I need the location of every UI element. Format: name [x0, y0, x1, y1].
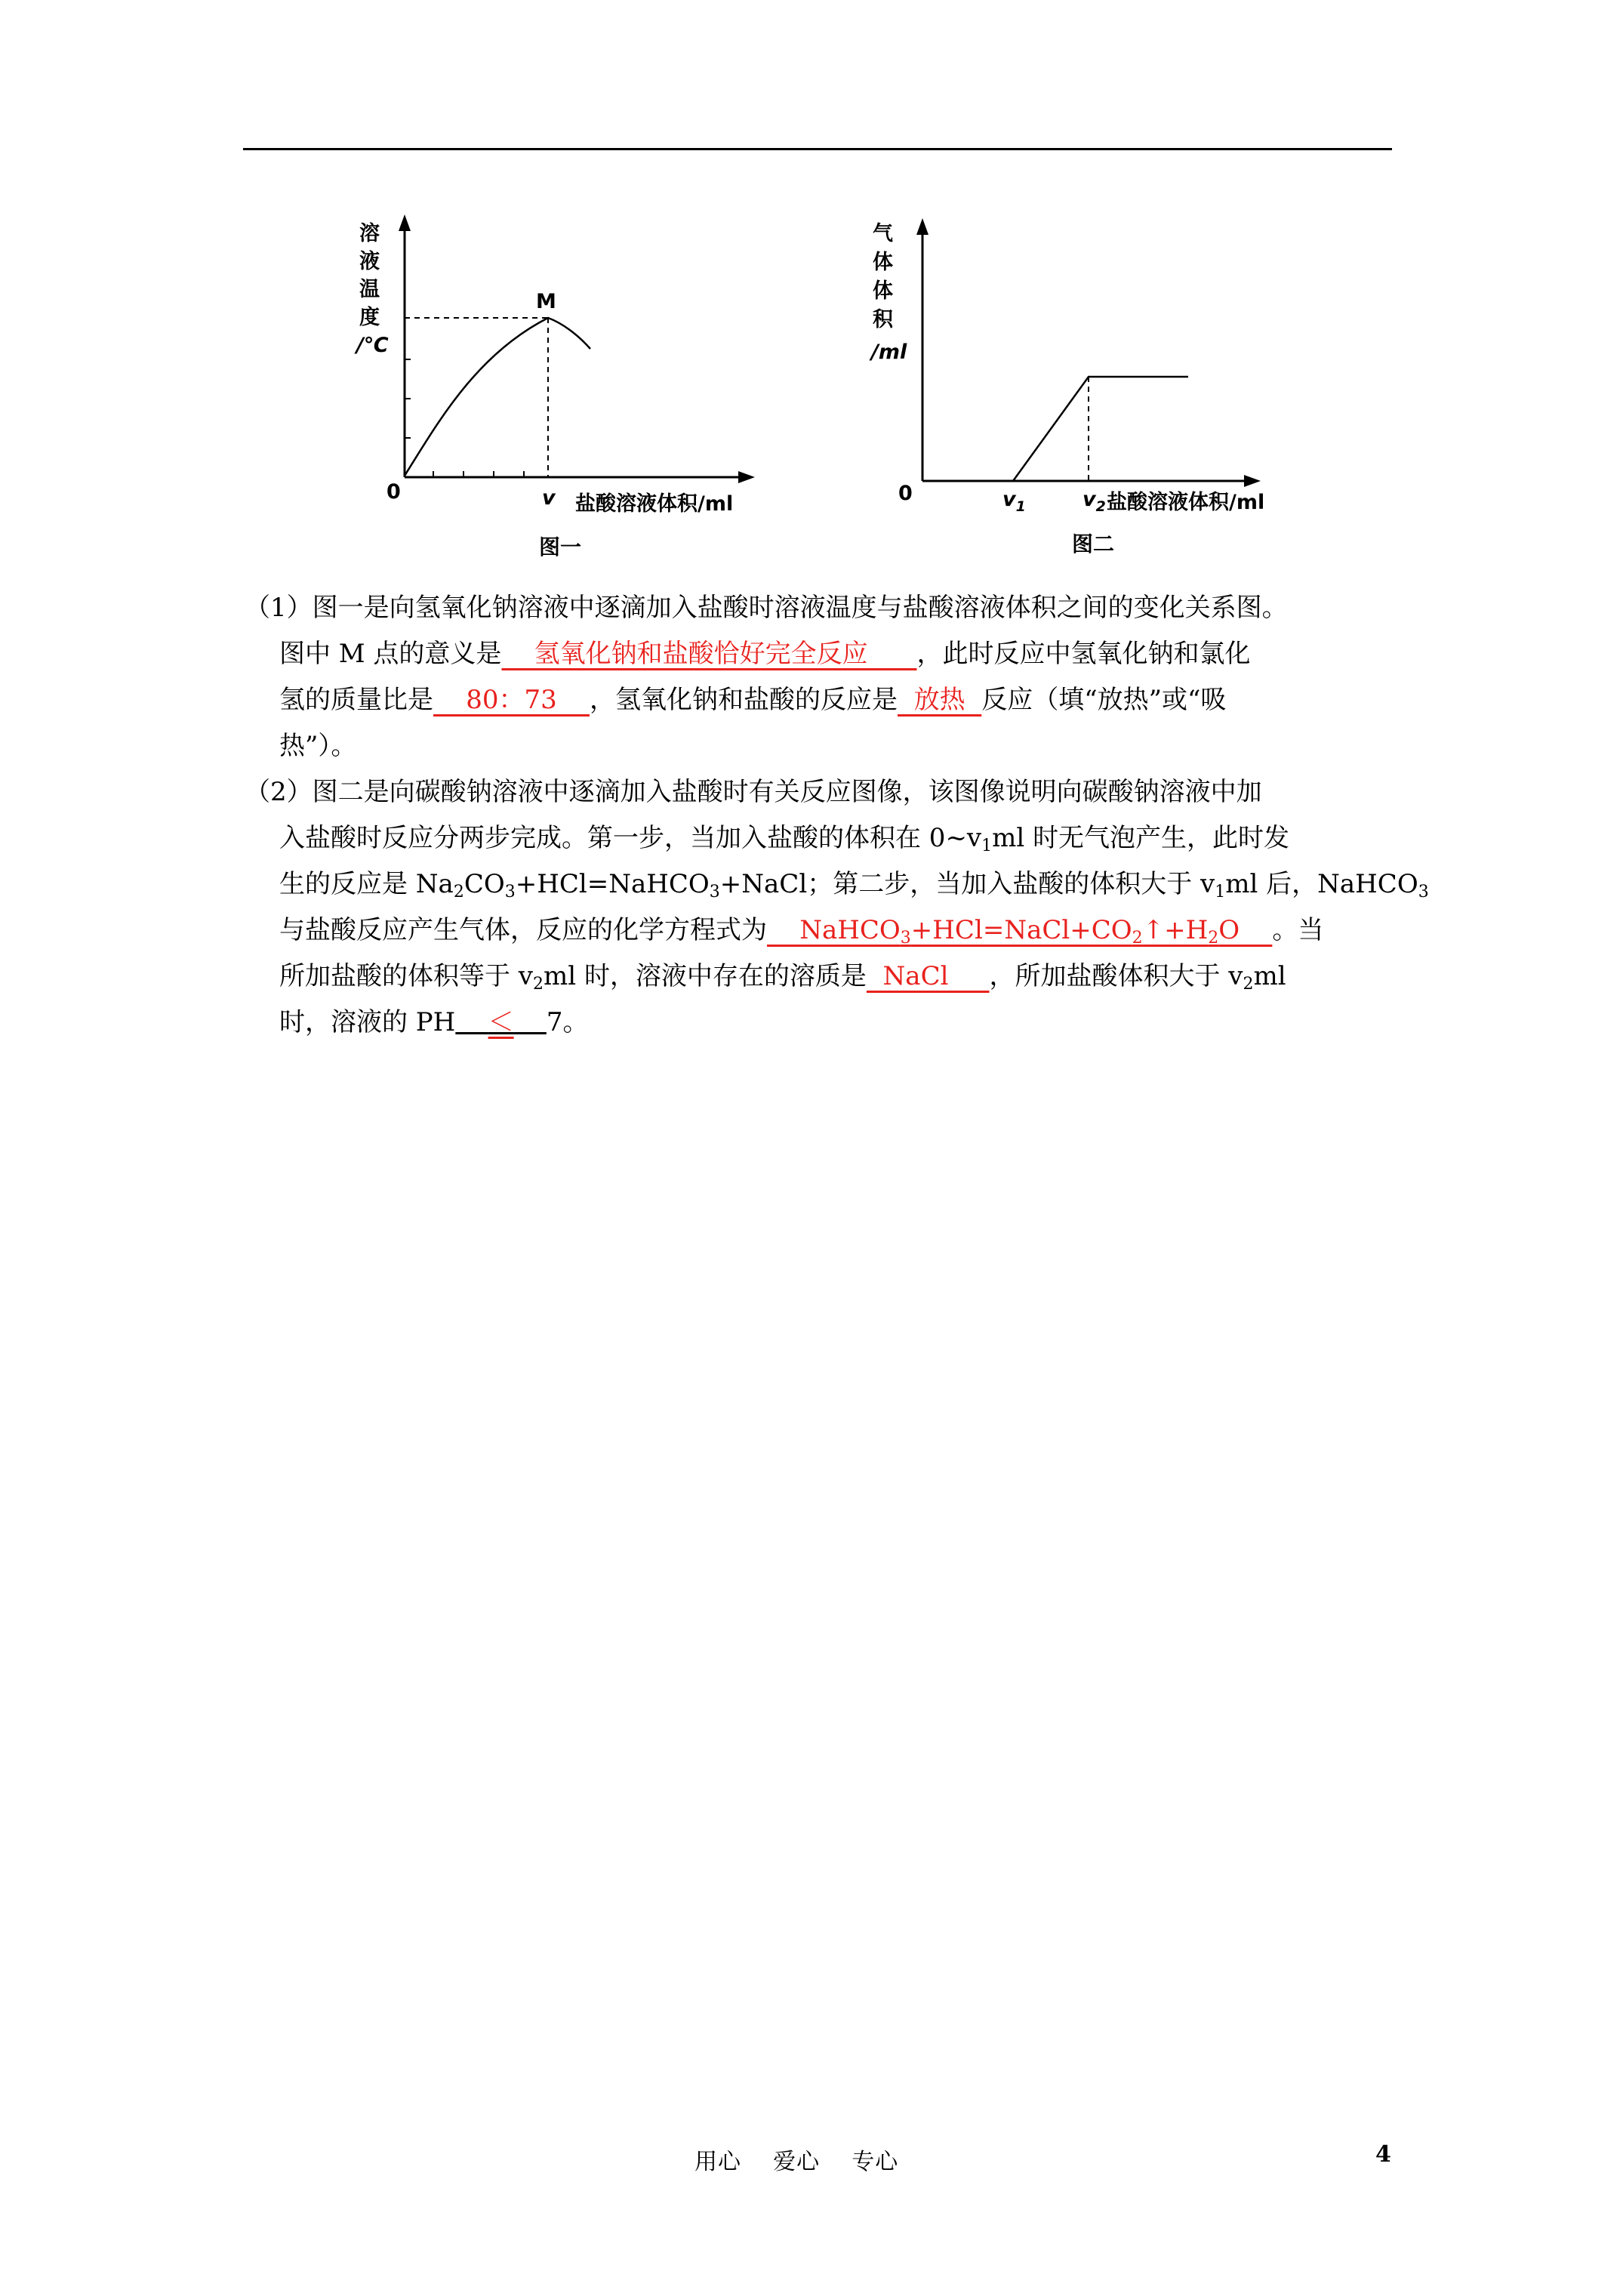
fig2-origin-label: 0 — [898, 482, 913, 505]
answer-m-point-meaning: 氢氧化钠和盐酸恰好完全反应 — [501, 639, 917, 669]
q2-line-4: 与盐酸反应产生气体，反应的化学方程式为 $NaHCO_3+HCl=NaCl+CO_2↑+H_2O$ 。当 — [279, 915, 1324, 948]
fig1-y-label-char: 溶 — [359, 222, 380, 245]
fig2-x-axis-label: 盐酸溶液体积/ml — [1107, 491, 1265, 514]
fig1-x-arrow — [738, 471, 755, 483]
fig2-y-arrow — [916, 218, 929, 235]
footer-motto: 用心 爱心 专心 — [694, 2149, 899, 2175]
ph-blank — [455, 1007, 546, 1037]
fig1-x-axis-label: 盐酸溶液体积/ml — [575, 492, 734, 516]
q1-line-4: 热”）。 — [279, 731, 357, 761]
q2-line-3: 生的反应是 $Na_2CO_3+HCl=NaHCO_3+NaCl$；第二步，当加入盐酸的体积大于 $v_1ml$ 后，NaHCO$_3$ — [279, 869, 1429, 901]
page-number: 4 — [1375, 2141, 1391, 2168]
fig1-caption: 图一 — [539, 535, 582, 559]
fig1-y-unit: /℃ — [356, 334, 389, 357]
fig2-gas-volume-line — [1013, 377, 1188, 481]
fig2-y-label-char: 体 — [873, 279, 893, 303]
q2-line-1: （2）图二是向碳酸钠溶液中逐滴加入盐酸时有关反应图像，该图像说明向碳酸钠溶液中加 — [245, 777, 1262, 807]
fig2-x-tick2-label: $v_2$ — [1083, 488, 1106, 515]
fig2-x-arrow — [1244, 475, 1261, 487]
answer-solute: NaCl — [866, 961, 990, 991]
fig2-y-label-char: 积 — [873, 308, 893, 331]
fig2-y-label-char: 气 — [873, 222, 893, 245]
figure-2 — [869, 218, 1264, 556]
figure-1 — [354, 214, 755, 559]
fig2-y-unit: /ml — [871, 341, 907, 364]
q2-line-6: 时，溶液的 PH ＜ 7。 — [279, 1007, 589, 1037]
q1-line-1: （1）图一是向氢氧化钠溶液中逐滴加入盐酸时溶液温度与盐酸溶液体积之间的变化关系图。 — [245, 593, 1288, 623]
answer-ph-less-than: ＜ — [488, 1007, 514, 1037]
fig1-peak-label: M — [536, 290, 556, 313]
fig1-x-tick-label: v — [542, 486, 556, 510]
answer-equation: $NaHCO_3+HCl=NaCl+CO_2↑+H_2O$ — [767, 915, 1273, 948]
fig1-origin-label: 0 — [387, 480, 401, 504]
q2-line-2: 入盐酸时反应分两步完成。第一步，当加入盐酸的体积在 $0\sim v_1ml$ 时无气泡产生，此时发 — [279, 823, 1290, 855]
q1-line-3: 氢的质量比是 80：73 ，氢氧化钠和盐酸的反应是 放热 反应（填“放热”或“吸 — [279, 685, 1227, 715]
fig1-temperature-curve — [405, 318, 590, 476]
figures — [0, 0, 1623, 589]
fig1-y-label-char: 液 — [359, 250, 380, 273]
answer-mass-ratio: 80：73 — [433, 685, 590, 715]
fig2-x-tick1-label: $v_1$ — [1002, 488, 1026, 515]
question-2 — [245, 769, 1434, 1046]
q2-line-5: 所加盐酸的体积等于 $v_2ml$ 时，溶液中存在的溶质是 NaCl ，所加盐酸体积大于 $v_2ml$ — [279, 961, 1286, 994]
fig2-caption: 图二 — [1072, 532, 1115, 556]
q1-line-2: 图中 M 点的意义是 氢氧化钠和盐酸恰好完全反应 ，此时反应中氢氧化钠和氯化 — [279, 639, 1251, 669]
fig2-y-label-char: 体 — [873, 251, 893, 274]
fig1-y-label-char: 温 — [359, 278, 380, 301]
question-1 — [245, 585, 1434, 769]
fig1-y-label-char: 度 — [359, 306, 380, 329]
answer-exothermic: 放热 — [898, 685, 982, 715]
fig1-y-arrow — [399, 214, 411, 231]
